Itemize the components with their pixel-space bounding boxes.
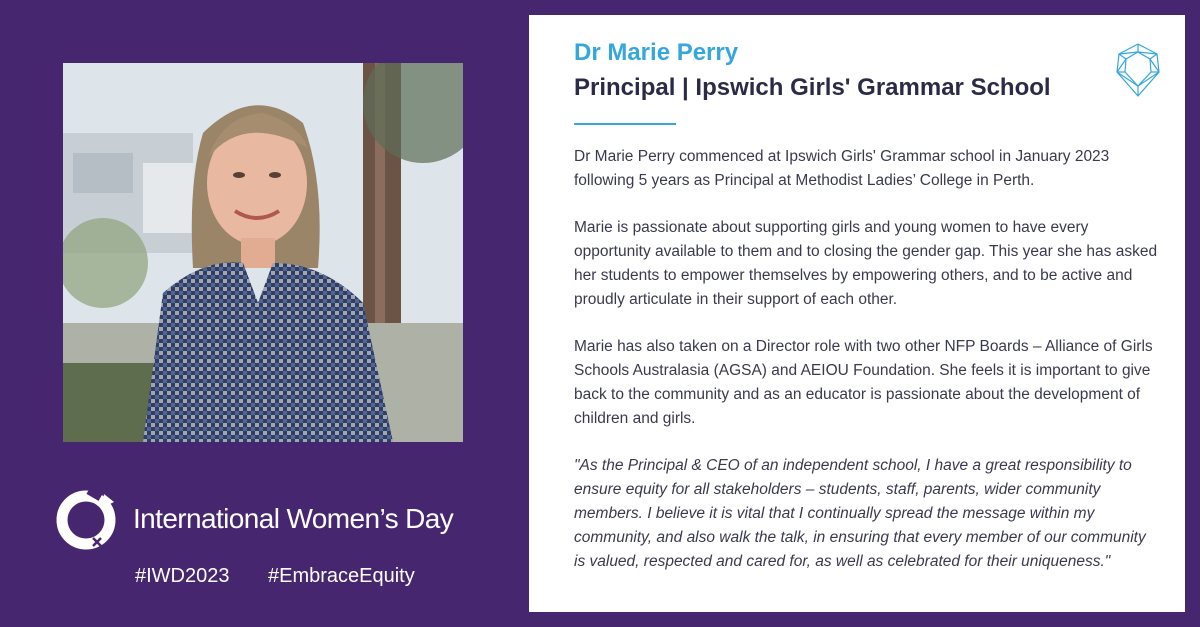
geometric-gem-icon <box>1115 42 1161 98</box>
portrait-illustration <box>63 63 463 442</box>
bio-quote: "As the Principal & CEO of an independent school, I have a great responsibility to ensure equity for all stakeholders – students, staff, parents, wider community members. I believe it is vital that I continually spread the message within my community, and also walk the talk, in ensuring that every member of our community is valued, respected and cared for, as well as celebrated for their uniqueness." <box>574 457 1146 570</box>
portrait-photo <box>63 63 463 442</box>
hashtag-embrace-equity[interactable]: #EmbraceEquity <box>268 565 415 587</box>
profile-role: Principal | Ipswich Girls' Grammar School <box>574 74 1051 101</box>
bio-text <box>574 145 1159 573</box>
bio-paragraph: Marie is passionate about supporting girls and young women to have every opportunity available to them and to closing the gender gap. This year she has asked her students to empower themselves by empowering others, and to be active and proudly articulate in their support of each other. <box>574 219 1158 308</box>
profile-card <box>529 15 1185 612</box>
iwd-symbol-icon <box>52 486 120 554</box>
profile-name: Dr Marie Perry <box>574 39 739 66</box>
bio-paragraph: Marie has also taken on a Director role with two other NFP Boards – Alliance of Girls Schools Australasia (AGSA) and AEIOU Foundation. She feels it is important to give back to the community and as an educator is passionate about the development of children and girls. <box>574 338 1153 427</box>
bio-paragraph: Dr Marie Perry commenced at Ipswich Girls' Grammar school in January 2023 following 5 years as Principal at Methodist Ladies’ College in Perth. <box>574 148 1110 189</box>
hashtag-iwd2023[interactable]: #IWD2023 <box>135 565 230 587</box>
event-title: International Women’s Day <box>133 503 454 534</box>
accent-divider <box>574 123 676 125</box>
